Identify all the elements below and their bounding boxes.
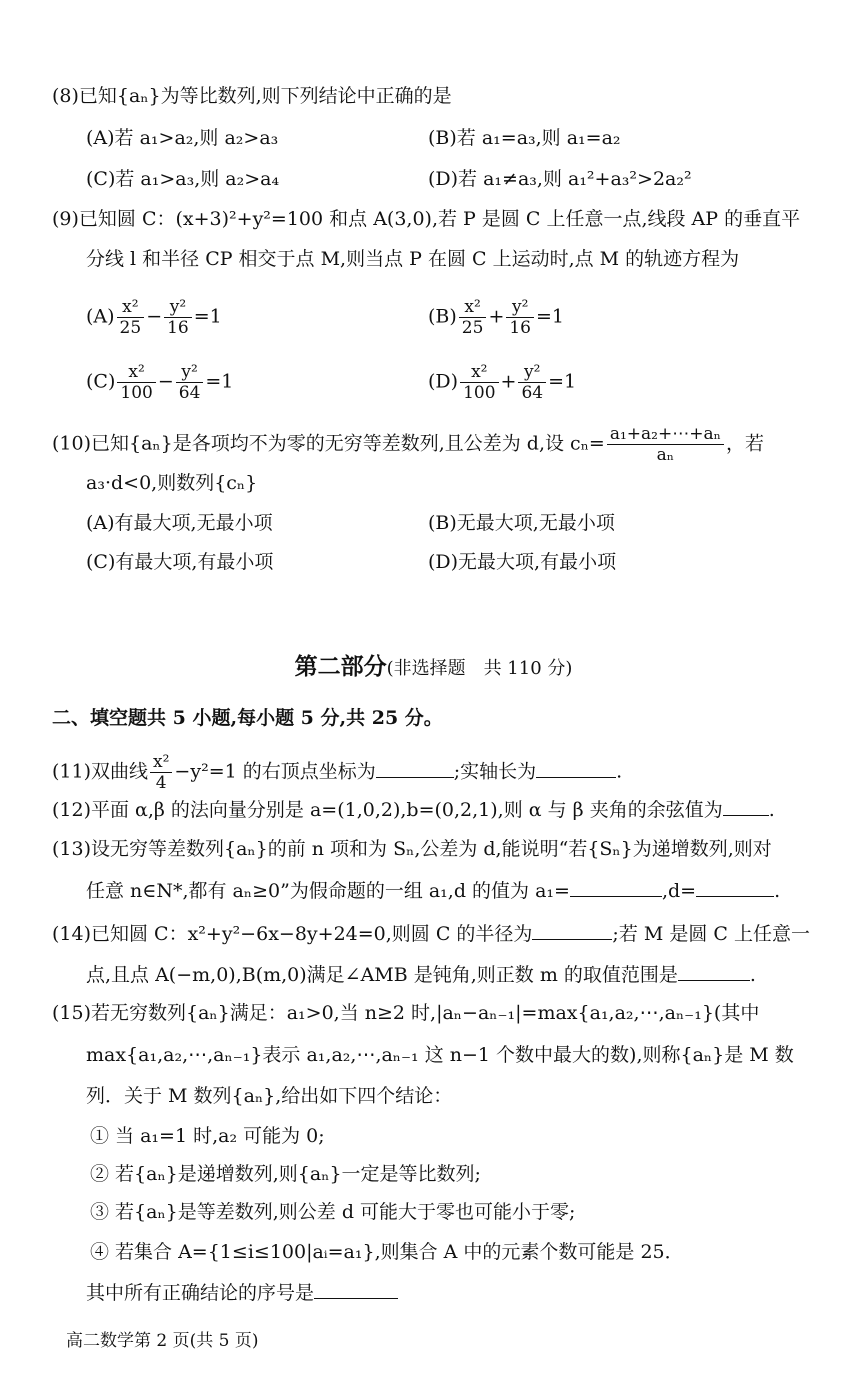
q9-b-label: (B) [428, 305, 457, 328]
q15-line3: 列．关于 M 数列{aₙ},给出如下四个结论： [86, 1085, 453, 1107]
q9-c-frac2 [176, 362, 204, 403]
q9-a-num2: y² [164, 297, 192, 318]
q9-stem-line2: 分线 l 和半径 CP 相交于点 M,则当点 P 在圆 C 上运动时,点 M 的轨迹方程为 [86, 248, 740, 270]
q9-d-den2: 64 [521, 383, 544, 403]
q12-text: (12)平面 α,β 的法向量分别是 a=(1,0,2),b=(0,2,1),则 α 与 β 夹角的余弦值为 [52, 799, 723, 821]
q9-option-c [86, 362, 233, 403]
q9-c-frac1 [117, 362, 155, 403]
q13-blank-a1[interactable] [570, 878, 662, 897]
q10-frac-den: aₙ [656, 445, 675, 465]
section-two-heading: 二、填空题共 5 小题,每小题 5 分,共 25 分。 [52, 707, 443, 729]
q15-answer-line [86, 1280, 398, 1305]
q15-item-3: ③ 若{aₙ}是等差数列,则公差 d 可能大于零也可能小于零; [90, 1201, 576, 1223]
q9-c-num2: y² [176, 362, 204, 383]
q11-frac [150, 752, 172, 793]
q12-end: . [768, 799, 775, 821]
part-two-subtitle: (非选择题 共 110 分) [386, 658, 573, 679]
q9-c-tail: =1 [205, 370, 234, 393]
q9-b-frac1 [459, 297, 487, 338]
q10-stem-text: (10)已知{aₙ}是各项均不为零的无穷等差数列,且公差为 d,设 cₙ= [52, 432, 605, 455]
q12 [52, 797, 775, 822]
q14-line1-tail: ;若 M 是圆 C 上任意一 [612, 923, 810, 945]
q13-end: . [774, 880, 781, 902]
q11-frac-num: x² [150, 752, 172, 773]
q14-line2 [86, 962, 756, 987]
q9-b-num1: x² [459, 297, 487, 318]
q11-end: . [616, 760, 623, 783]
q9-d-frac2 [518, 362, 546, 403]
q8-stem: (8)已知{aₙ}为等比数列,则下列结论中正确的是 [52, 85, 452, 107]
q9-b-den2: 16 [509, 318, 531, 338]
q14-line1 [52, 921, 810, 946]
q10-option-d: (D)无最大项,有最小项 [428, 551, 617, 573]
q9-d-num1: x² [460, 362, 498, 383]
q9-c-label: (C) [86, 370, 116, 393]
q9-stem-line1: (9)已知圆 C：(x+3)²+y²=100 和点 A(3,0),若 P 是圆 C 上任意一点,线段 AP 的垂直平 [52, 208, 801, 230]
q9-a-frac1 [117, 297, 145, 338]
q15-answer-prompt: 其中所有正确结论的序号是 [86, 1282, 315, 1304]
q11-mid2: ;实轴长为 [453, 760, 537, 783]
q9-d-label: (D) [428, 370, 459, 393]
q14-blank-range[interactable] [678, 962, 750, 981]
q8-option-d: (D)若 a₁≠a₃,则 a₁²+a₃²>2a₂² [428, 168, 692, 190]
q9-b-op: + [488, 305, 505, 328]
part-two-heading: 第二部分 [294, 653, 387, 680]
q10-option-a: (A)有最大项,无最小项 [86, 512, 273, 534]
q9-c-den1: 100 [120, 383, 153, 403]
q9-a-op: − [146, 305, 163, 328]
q15-blank[interactable] [314, 1280, 398, 1299]
q15-line2: max{a₁,a₂,⋯,aₙ₋₁}表示 a₁,a₂,⋯,aₙ₋₁ 这 n−1 个数中最大的数),则称{aₙ}是 M 数 [86, 1044, 794, 1066]
q10-frac-num: a₁+a₂+⋯+aₙ [607, 424, 724, 445]
q9-d-num2: y² [518, 362, 546, 383]
q9-a-den1: 25 [119, 318, 142, 338]
q9-b-num2: y² [506, 297, 534, 318]
q9-c-op: − [157, 370, 174, 393]
q13-blank-d[interactable] [696, 878, 774, 897]
q11-blank-2[interactable] [536, 759, 616, 778]
q9-b-frac2 [506, 297, 534, 338]
q9-d-frac1 [460, 362, 498, 403]
q11-mid: −y²=1 的右顶点坐标为 [174, 760, 376, 783]
page-footer: 高二数学第 2 页(共 5 页) [66, 1331, 259, 1351]
q9-option-a [86, 297, 222, 338]
q9-b-tail: =1 [536, 305, 565, 328]
q11-blank-1[interactable] [376, 759, 454, 778]
q9-c-den2: 64 [178, 383, 201, 403]
q8-option-c: (C)若 a₁>a₃,则 a₂>a₄ [86, 168, 280, 190]
q9-b-den1: 25 [461, 318, 484, 338]
q15-line1: (15)若无穷数列{aₙ}满足：a₁>0,当 n≥2 时,|aₙ−aₙ₋₁|=max{a₁,a₂,⋯,aₙ₋₁}(其中 [52, 1002, 760, 1024]
q9-c-num1: x² [117, 362, 155, 383]
q8-option-a: (A)若 a₁>a₂,则 a₂>a₃ [86, 127, 279, 149]
q10-stem-tail: ，若 [725, 432, 764, 455]
q13-line2 [86, 878, 780, 903]
q10-option-b: (B)无最大项,无最小项 [428, 512, 615, 534]
q13-line2-text: 任意 n∈N*,都有 aₙ≥0”为假命题的一组 a₁,d 的值为 a₁= [86, 880, 570, 902]
q11 [52, 752, 622, 793]
q9-d-op: + [500, 370, 517, 393]
q15-item-4: ④ 若集合 A={1≤i≤100|aᵢ=a₁},则集合 A 中的元素个数可能是 25． [90, 1241, 684, 1263]
q8-option-b: (B)若 a₁=a₃,则 a₁=a₂ [428, 127, 621, 149]
q9-option-b [428, 297, 564, 338]
q11-frac-den: 4 [155, 773, 167, 793]
q9-a-den2: 16 [167, 318, 189, 338]
q15-item-1: ① 当 a₁=1 时,a₂ 可能为 0; [90, 1125, 325, 1147]
q12-blank[interactable] [723, 797, 769, 816]
q9-a-num1: x² [117, 297, 145, 318]
q10-fraction [607, 424, 724, 465]
q9-d-tail: =1 [548, 370, 577, 393]
q9-a-label: (A) [86, 305, 115, 328]
q13-line1: (13)设无穷等差数列{aₙ}的前 n 项和为 Sₙ,公差为 d,能说明“若{Sₙ}为递增数列,则对 [52, 838, 772, 860]
q14-end: . [749, 964, 756, 986]
q9-d-den1: 100 [463, 383, 496, 403]
q11-pre: (11)双曲线 [52, 760, 149, 783]
q10-stem-line1 [52, 424, 764, 465]
q14-blank-radius[interactable] [532, 921, 612, 940]
part-two-title [0, 648, 867, 681]
q13-line2-mid: ,d= [661, 880, 697, 902]
q9-option-d [428, 362, 576, 403]
q15-item-2: ② 若{aₙ}是递增数列,则{aₙ}一定是等比数列; [90, 1163, 481, 1185]
q9-a-tail: =1 [193, 305, 222, 328]
q10-option-c: (C)有最大项,有最小项 [86, 551, 274, 573]
q9-a-frac2 [164, 297, 192, 338]
q14-line2-text: 点,且点 A(−m,0),B(m,0)满足∠AMB 是钝角,则正数 m 的取值范围是 [86, 964, 678, 986]
q14-line1-text: (14)已知圆 C：x²+y²−6x−8y+24=0,则圆 C 的半径为 [52, 923, 533, 945]
q10-stem-line2: a₃·d<0,则数列{cₙ} [86, 472, 258, 494]
